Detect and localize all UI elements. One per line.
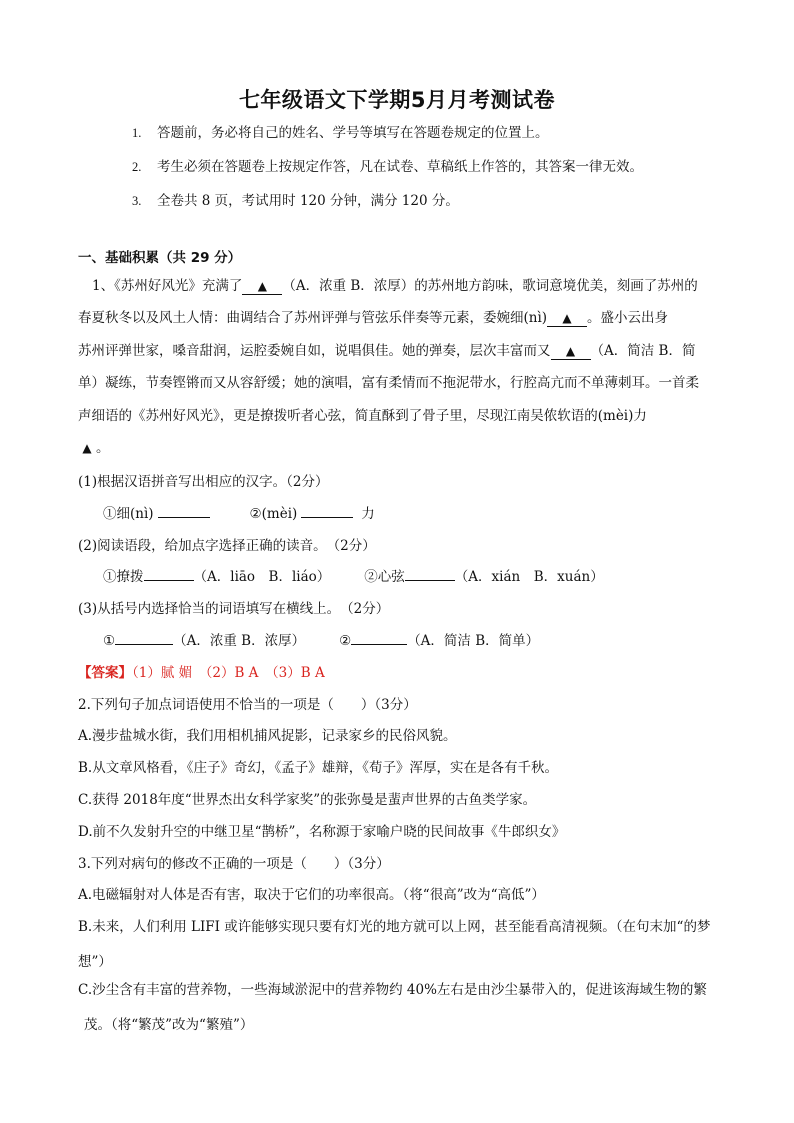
question-2-option-b: B.从文章风格看，《庄子》奇幻，《孟子》雄辩，《荀子》浑厚，实在是各有千秋。 xyxy=(78,760,558,776)
subquestion-2-prompt: (2)阅读语段，给加点字选择正确的读音。 （2分） xyxy=(78,538,376,554)
answer-line xyxy=(78,661,325,681)
question-3-option-c: C.沙尘含有丰富的营养物，一些海域淤泥中的营养物约 40%左右是由沙尘暴带入的，促进该海域生物的繁 茂。（将“繁茂”改为“繁殖”） xyxy=(78,982,707,1033)
question-2-option-c: C.获得 2018年度“世界杰出女科学家奖”的张弥曼是蜚声世界的古鱼类学家。 xyxy=(78,792,537,808)
question-3-stem: 3.下列对病句的修改不正确的一项是（ ）（3分） xyxy=(78,856,390,872)
instruction-text: 答题前，务必将自己的姓名、学号等填写在答题卷规定的位置上。 xyxy=(157,125,549,141)
question-2-option-d: D.前不久发射升空的中继卫星“鹊桥”，名称源于家喻户晓的民间故事《牛郎织女》 xyxy=(78,824,566,840)
subquestion-3-prompt: (3)从括号内选择恰当的词语填写在横线上。 （2分） xyxy=(78,601,390,617)
fill-blank xyxy=(301,503,353,518)
answer-blank-marker: ▲ xyxy=(551,344,591,360)
subquestion-1-blanks: ①细(nì) ②(mèi) 力 xyxy=(103,502,375,522)
section-title: 一、基础积累（共 29 分） xyxy=(78,250,242,266)
instruction-number: 1. xyxy=(132,126,142,140)
passage-line: 单）凝练，节奏铿锵而又从容舒缓；她的演唱，富有柔情而不拖泥带水，行腔高亢而不单薄刺耳。一首柔 xyxy=(78,375,699,392)
question-2-option-a: A.漫步盐城水街，我们用相机捕风捉影，记录家乡的民俗风貌。 xyxy=(78,728,457,744)
instruction-item xyxy=(132,121,549,141)
fill-blank xyxy=(115,630,173,645)
answer-blank-marker: ▲ xyxy=(242,279,282,295)
answer-text: （1）腻 媚 （2）B A （3）B A xyxy=(132,665,325,681)
passage-line: ▲ 。 xyxy=(78,432,718,464)
fill-blank xyxy=(351,630,407,645)
answer-blank-marker: ▲ xyxy=(82,440,92,455)
instruction-text: 全卷共 8 页，考试用时 120 分钟，满分 120 分。 xyxy=(157,193,459,209)
fill-blank xyxy=(405,566,455,581)
instruction-item xyxy=(132,189,459,209)
passage-line: 1、《苏州好风光》充满了 ▲ （A．浓重 B．浓厚）的苏州地方韵味，歌词意境优美，刻画了苏州的 xyxy=(92,278,698,294)
answer-label: 【答案】 xyxy=(78,665,132,681)
instruction-number: 3. xyxy=(132,194,142,208)
passage-line: 声细语的《苏州好风光》，更是撩拨听者心弦，简直酥到了骨子里，尽现江南吴侬软语的(mèi)力 xyxy=(78,407,647,424)
instruction-number: 2. xyxy=(132,160,142,174)
question-1-passage xyxy=(78,270,718,464)
question-3-option-a: A.电磁辐射对人体是否有害，取决于它们的功率很高。（将“很高”改为“高低”） xyxy=(78,887,545,903)
answer-blank-marker: ▲ xyxy=(547,311,587,327)
instruction-text: 考生必须在答题卷上按规定作答，凡在试卷、草稿纸上作答的，其答案一律无效。 xyxy=(157,159,643,175)
subquestion-3-blanks: ① （A．浓重 B．浓厚） ② （A．简洁 B．简单） xyxy=(103,629,539,649)
fill-blank xyxy=(144,566,194,581)
fill-blank xyxy=(158,503,210,518)
subquestion-2-blanks: ①撩拨 （A．liāo B．liáo） ②心弦 （A．xián B．xuán） xyxy=(103,565,604,585)
passage-line: 苏州评弹世家，嗓音甜润，运腔委婉自如，说唱俱佳。她的弹奏，层次丰富而又 ▲ （A．简洁 B．简 xyxy=(78,342,696,359)
question-2-stem: 2.下列句子加点词语使用不恰当的一项是（ ）（3分） xyxy=(78,697,417,713)
page-title: 七年级语文下学期5月月考测试卷 xyxy=(238,88,556,112)
instruction-item xyxy=(132,155,643,175)
subquestion-1-prompt: (1)根据汉语拼音写出相应的汉字。（2分） xyxy=(78,474,329,490)
passage-line: 春夏秋冬以及风土人情：曲调结合了苏州评弹与管弦乐伴奏等元素，委婉细(nì) ▲ 。盛小云出身 xyxy=(78,310,669,327)
question-3-option-b: B.未来，人们利用 LIFI 或许能够实现只要有灯光的地方就可以上网，甚至能看高清视频。（在句末加“的梦 想”） xyxy=(78,919,711,970)
